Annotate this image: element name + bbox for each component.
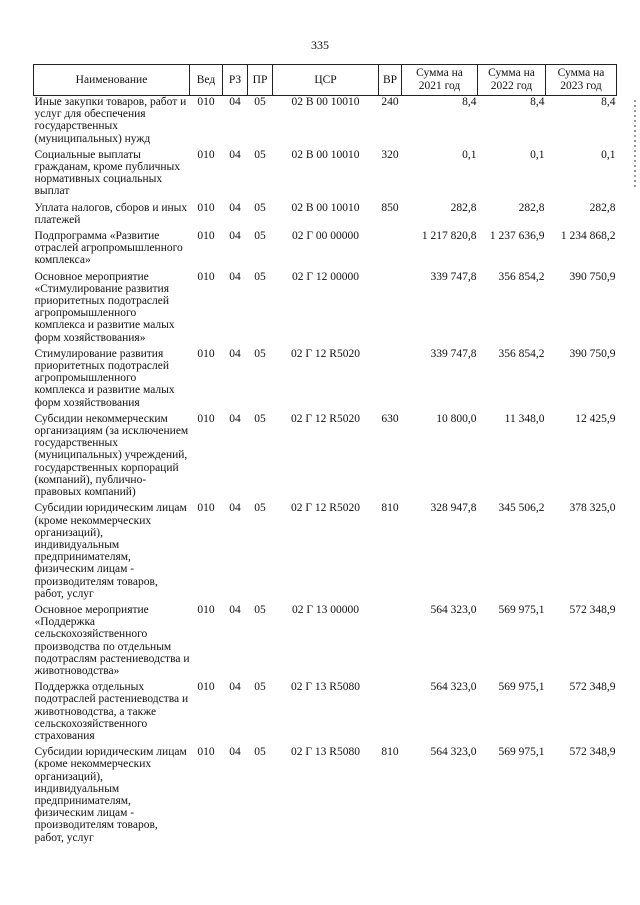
row-name: Социальные выплаты гражданам, кроме публичных нормативных социальных выплат (34, 148, 181, 198)
row-rz: 04 (229, 270, 241, 283)
row-rz: 04 (229, 347, 241, 360)
row-sum-2022: 1 237 636,9 (489, 230, 545, 243)
row-sum-2021: 0,1 (462, 148, 477, 161)
header-sum-2022: Сумма на 2022 год (478, 65, 546, 96)
row-sum-2022: 569 975,1 (498, 746, 545, 759)
table-row (34, 413, 617, 502)
row-rz: 04 (229, 502, 241, 515)
row-vr: 850 (381, 201, 399, 214)
row-rz: 04 (229, 412, 241, 425)
row-ved: 010 (197, 412, 215, 425)
row-sum-2021: 564 323,0 (430, 681, 477, 694)
row-sum-2021: 282,8 (450, 201, 477, 214)
budget-table (33, 64, 617, 848)
row-csr: 02 В 00 10010 (291, 201, 360, 214)
budget-table-container (33, 64, 616, 848)
table-row (34, 149, 617, 202)
row-csr: 02 Г 12 00000 (291, 270, 360, 283)
row-sum-2023: 12 425,9 (575, 412, 616, 425)
row-sum-2021: 564 323,0 (430, 746, 477, 759)
row-pr: 05 (254, 270, 266, 283)
row-vr: 630 (381, 412, 399, 425)
row-pr: 05 (254, 96, 266, 108)
row-pr: 05 (254, 347, 266, 360)
row-sum-2021: 8,4 (462, 96, 477, 108)
table-row (34, 96, 617, 149)
row-sum-2021: 10 800,0 (436, 412, 477, 425)
row-name: Субсидии юридическим лицам (кроме некоммерческих организаций), индивидуальным предпринимателям, физическим лицам - производителям товаров, работ, услуг (34, 746, 187, 844)
row-sum-2023: 572 348,9 (569, 603, 616, 616)
row-name: Иные закупки товаров, работ и услуг для обеспечения государственных (муниципальных) нужд (34, 96, 187, 145)
row-sum-2022: 282,8 (518, 201, 545, 214)
header-csr: ЦСР (273, 65, 379, 96)
row-vr (379, 681, 402, 746)
row-rz: 04 (229, 746, 241, 759)
row-rz: 04 (229, 603, 241, 616)
row-rz: 04 (229, 96, 241, 108)
row-ved: 010 (197, 96, 215, 108)
row-rz: 04 (229, 230, 241, 243)
row-pr: 05 (254, 746, 266, 759)
row-csr: 02 Г 13 R5080 (291, 681, 360, 694)
header-vr: ВР (379, 65, 402, 96)
row-sum-2022: 345 506,2 (498, 502, 545, 515)
header-rz: РЗ (223, 65, 248, 96)
row-ved: 010 (197, 746, 215, 759)
row-name: Основное мероприятие «Стимулирование развития приоритетных подотраслей агропромышленного комплекса и развитие малых форм хозяйствования» (34, 270, 175, 344)
row-name: Поддержка отдельных подотраслей растениеводства и животноводства, а также сельскохозяйственного страхования (34, 681, 189, 742)
scan-edge-mark (634, 100, 636, 190)
table-header-row (34, 65, 617, 96)
row-csr: 02 В 00 10010 (291, 148, 360, 161)
row-sum-2022: 356 854,2 (498, 270, 545, 283)
row-sum-2023: 572 348,9 (569, 681, 616, 694)
row-pr: 05 (254, 412, 266, 425)
row-csr: 02 Г 12 R5020 (291, 412, 360, 425)
row-sum-2022: 11 348,0 (504, 412, 545, 425)
row-name: Основное мероприятие «Поддержка сельскохозяйственного производства по отдельным подотраслям растениеводства и животноводства» (34, 603, 190, 677)
row-vr (379, 348, 402, 413)
table-row (34, 502, 617, 604)
row-name: Субсидии юридическим лицам (кроме некоммерческих организаций), индивидуальным предпринимателям, физическим лицам - производителям товаров, работ, услуг (34, 502, 187, 600)
table-row (34, 348, 617, 413)
table-row (34, 604, 617, 681)
row-name: Подпрограмма «Развитие отраслей агропромышленного комплекса» (34, 230, 183, 267)
row-sum-2023: 0,1 (601, 148, 616, 161)
row-name: Субсидии некоммерческим организациям (за исключением государственных (муниципальных) учреждений, государственных корпораций (компаний), публично-правовых компаний) (34, 412, 189, 499)
row-sum-2023: 282,8 (589, 201, 616, 214)
row-sum-2023: 390 750,9 (569, 270, 616, 283)
header-ved: Вед (190, 65, 223, 96)
row-sum-2022: 0,1 (530, 148, 545, 161)
row-pr: 05 (254, 148, 266, 161)
row-csr: 02 В 00 10010 (291, 96, 360, 108)
row-vr: 240 (381, 96, 399, 108)
row-ved: 010 (197, 201, 215, 214)
header-sum-2023: Сумма на 2023 год (546, 65, 617, 96)
row-ved: 010 (197, 502, 215, 515)
row-csr: 02 Г 00 00000 (291, 230, 360, 243)
table-row (34, 746, 617, 848)
row-pr: 05 (254, 230, 266, 243)
header-pr: ПР (248, 65, 273, 96)
row-pr: 05 (254, 201, 266, 214)
row-ved: 010 (197, 681, 215, 694)
row-sum-2023: 390 750,9 (569, 347, 616, 360)
row-sum-2023: 8,4 (601, 96, 616, 108)
row-csr: 02 Г 12 R5020 (291, 502, 360, 515)
row-ved: 010 (197, 148, 215, 161)
row-vr (379, 604, 402, 681)
row-pr: 05 (254, 603, 266, 616)
row-vr (379, 271, 402, 348)
row-sum-2022: 569 975,1 (498, 681, 545, 694)
row-pr: 05 (254, 681, 266, 694)
row-vr: 320 (381, 148, 399, 161)
row-ved: 010 (197, 347, 215, 360)
row-vr: 810 (381, 502, 399, 515)
row-sum-2021: 564 323,0 (430, 603, 477, 616)
header-sum-2021: Сумма на 2021 год (402, 65, 478, 96)
row-sum-2021: 328 947,8 (430, 502, 477, 515)
row-vr (379, 230, 402, 271)
row-csr: 02 Г 13 R5080 (291, 746, 360, 759)
row-rz: 04 (229, 148, 241, 161)
row-ved: 010 (197, 270, 215, 283)
table-row (34, 271, 617, 348)
row-pr: 05 (254, 502, 266, 515)
row-name: Уплата налогов, сборов и иных платежей (34, 201, 188, 226)
row-csr: 02 Г 13 00000 (291, 603, 360, 616)
row-sum-2022: 8,4 (530, 96, 545, 108)
row-sum-2021: 1 217 820,8 (421, 230, 477, 243)
row-sum-2021: 339 747,8 (430, 270, 477, 283)
table-row (34, 681, 617, 746)
row-sum-2023: 572 348,9 (569, 746, 616, 759)
header-name: Наименование (34, 65, 190, 96)
table-row (34, 202, 617, 230)
row-sum-2021: 339 747,8 (430, 347, 477, 360)
row-sum-2022: 356 854,2 (498, 347, 545, 360)
row-csr: 02 Г 12 R5020 (291, 347, 360, 360)
table-row (34, 230, 617, 271)
row-ved: 010 (197, 603, 215, 616)
row-rz: 04 (229, 201, 241, 214)
row-sum-2022: 569 975,1 (498, 603, 545, 616)
row-ved: 010 (197, 230, 215, 243)
page-number: 335 (311, 38, 329, 52)
row-name: Стимулирование развития приоритетных подотраслей агропромышленного комплекса и развитие малых форм хозяйствования (34, 347, 175, 409)
row-sum-2023: 1 234 868,2 (560, 230, 616, 243)
row-rz: 04 (229, 681, 241, 694)
row-sum-2023: 378 325,0 (569, 502, 616, 515)
row-vr: 810 (381, 746, 399, 759)
